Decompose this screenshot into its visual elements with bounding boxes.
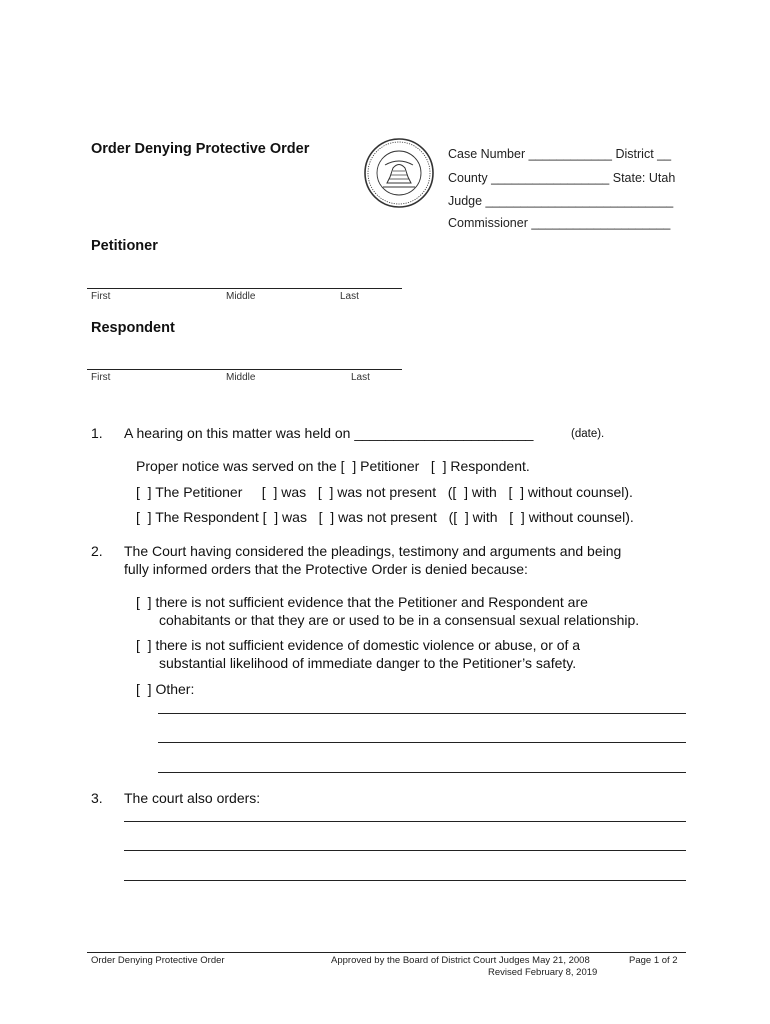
- respondent-name-line[interactable]: [87, 369, 402, 370]
- petitioner-heading: Petitioner: [91, 238, 158, 254]
- footer-page-number: Page 1 of 2: [629, 955, 678, 966]
- respondent-middle-label: Middle: [226, 372, 256, 383]
- footer-divider: [87, 952, 686, 953]
- state-seal-icon: [363, 137, 435, 209]
- court-orders-line[interactable]: [124, 821, 686, 822]
- respondent-presence-line[interactable]: [ ] The Respondent [ ] was [ ] was not present ([ ] with [ ] without counsel).: [136, 509, 634, 525]
- item3-text: The court also orders:: [124, 790, 261, 806]
- footer-revised: Revised February 8, 2019: [488, 967, 598, 978]
- other-reason-line[interactable]: [158, 742, 686, 743]
- petitioner-presence-line[interactable]: [ ] The Petitioner [ ] was [ ] was not present ([ ] with [ ] without counsel).: [136, 484, 633, 500]
- respondent-first-label: First: [91, 372, 111, 383]
- item1-hearing-text[interactable]: A hearing on this matter was held on _______________________: [124, 425, 534, 441]
- reason-cohabitant-line2: cohabitants or that they are or used to be in a consensual sexual relationship.: [159, 612, 640, 628]
- notice-served-line[interactable]: Proper notice was served on the [ ] Petitioner [ ] Respondent.: [136, 458, 530, 474]
- item1-date-label: (date).: [571, 428, 605, 440]
- reason-violence-checkbox[interactable]: [ ] there is not sufficient evidence of domestic violence or abuse, or of a: [136, 637, 581, 653]
- county-field[interactable]: County _________________ State: Utah: [448, 171, 676, 185]
- item3-number: 3.: [91, 790, 103, 806]
- reason-cohabitant-checkbox[interactable]: [ ] there is not sufficient evidence that the Petitioner and Respondent are: [136, 594, 588, 610]
- petitioner-last-label: Last: [340, 291, 359, 302]
- court-orders-line[interactable]: [124, 880, 686, 881]
- item1-number: 1.: [91, 425, 103, 441]
- petitioner-name-line[interactable]: [87, 288, 402, 289]
- petitioner-first-label: First: [91, 291, 111, 302]
- reason-other-checkbox[interactable]: [ ] Other:: [136, 681, 195, 697]
- commissioner-field[interactable]: Commissioner ____________________: [448, 216, 671, 230]
- footer-form-title: Order Denying Protective Order: [91, 955, 225, 966]
- reason-violence-line2: substantial likelihood of immediate danger to the Petitioner’s safety.: [159, 655, 577, 671]
- footer-approved: Approved by the Board of District Court Judges May 21, 2008: [331, 955, 590, 966]
- other-reason-line[interactable]: [158, 713, 686, 714]
- other-reason-line[interactable]: [158, 772, 686, 773]
- page-title: Order Denying Protective Order: [91, 141, 310, 157]
- respondent-last-label: Last: [351, 372, 370, 383]
- case-number-field[interactable]: Case Number ____________ District __: [448, 147, 672, 161]
- petitioner-middle-label: Middle: [226, 291, 256, 302]
- item2-number: 2.: [91, 543, 103, 559]
- item2-line1: The Court having considered the pleadings, testimony and arguments and being: [124, 543, 622, 559]
- respondent-heading: Respondent: [91, 320, 175, 336]
- court-orders-line[interactable]: [124, 850, 686, 851]
- item2-line2: fully informed orders that the Protective Order is denied because:: [124, 561, 528, 577]
- judge-field[interactable]: Judge ___________________________: [448, 194, 674, 208]
